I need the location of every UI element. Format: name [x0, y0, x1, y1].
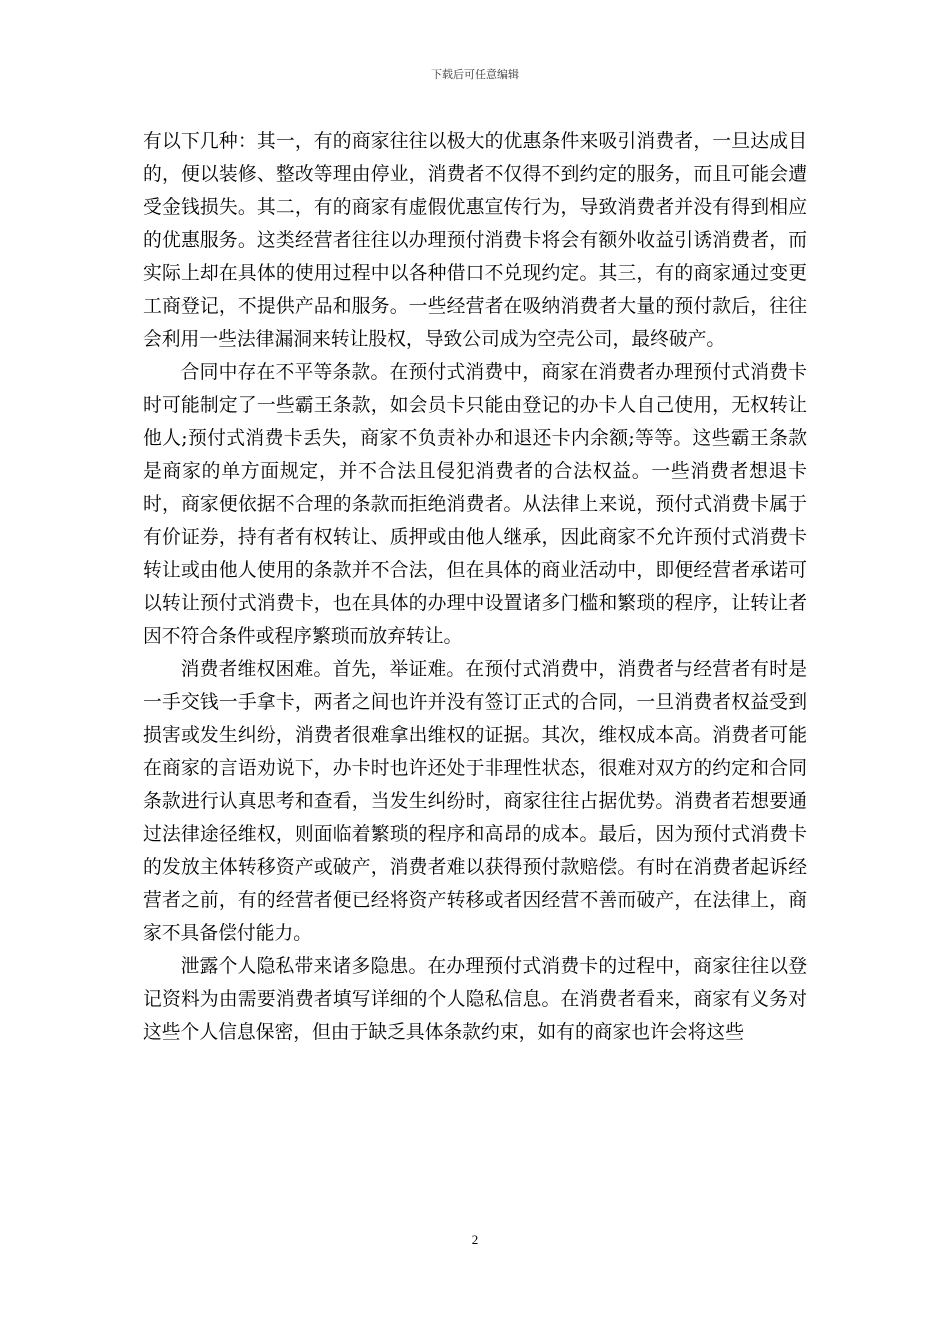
paragraph-rights-protection: 消费者维权困难。首先，举证难。在预付式消费中，消费者与经营者有时是一手交钱一手拿卡，两者之间也许并没有签订正式的合同，一旦消费者权益受到损害或发生纠纷，消费者很难拿出维权的证据。其次，维权成本高。消费者可能在商家的言语劝说下，办卡时也许还处于非理性状态，很难对双方的约定和合同条款进行认真思考和查看，当发生纠纷时，商家往往占据优势。消费者若想要通过法律途径维权，则面临着繁琐的程序和高昂的成本。最后，因为预付式消费卡的发放主体转移资产或破产，消费者难以获得预付款赔偿。有时在消费者起诉经营者之前，有的经营者便已经将资产转移或者因经营不善而破产，在法律上，商家不具备偿付能力。: [143, 659, 807, 944]
page-header-note: 下载后可任意编辑: [431, 68, 519, 81]
paragraph-continuation: 有以下几种：其一，有的商家往往以极大的优惠条件来吸引消费者，一旦达成目的，便以装修、整改等理由停业，消费者不仅得不到约定的服务，而且可能会遭受金钱损失。其二，有的商家有虚假优惠宣传行为，导致消费者并没有得到相应的优惠服务。这类经营者往往以办理预付消费卡将会有额外收益引诱消费者，而实际上却在具体的使用过程中以各种借口不兑现约定。其三，有的商家通过变更工商登记，不提供产品和服务。一些经营者在吸纳消费者大量的预付款后，往往会利用一些法律漏洞来转让股权，导致公司成为空壳公司，最终破产。: [143, 131, 807, 350]
page-number: 2: [471, 1232, 479, 1247]
document-body: [143, 125, 807, 1049]
paragraph-unequal-terms: 合同中存在不平等条款。在预付式消费中，商家在消费者办理预付式消费卡时可能制定了一些霸王条款，如会员卡只能由登记的办卡人自己使用，无权转让他人;预付式消费卡丢失，商家不负责补办和退还卡内余额;等等。这些霸王条款是商家的单方面规定，并不合法且侵犯消费者的合法权益。一些消费者想退卡时，商家便依据不合理的条款而拒绝消费者。从法律上来说，预付式消费卡属于有价证券，持有者有权转让、质押或由他人继承，因此商家不允许预付式消费卡转让或由他人使用的条款并不合法，但在具体的商业活动中，即便经营者承诺可以转让预付式消费卡，也在具体的办理中设置诸多门槛和繁琐的程序，让转让者因不符合条件或程序繁琐而放弃转让。: [143, 362, 807, 647]
paragraph-privacy-leak: 泄露个人隐私带来诸多隐患。在办理预付式消费卡的过程中，商家往往以登记资料为由需要消费者填写详细的个人隐私信息。在消费者看来，商家有义务对这些个人信息保密，但由于缺乏具体条款约束，如有的商家也许会将这些: [143, 956, 807, 1043]
